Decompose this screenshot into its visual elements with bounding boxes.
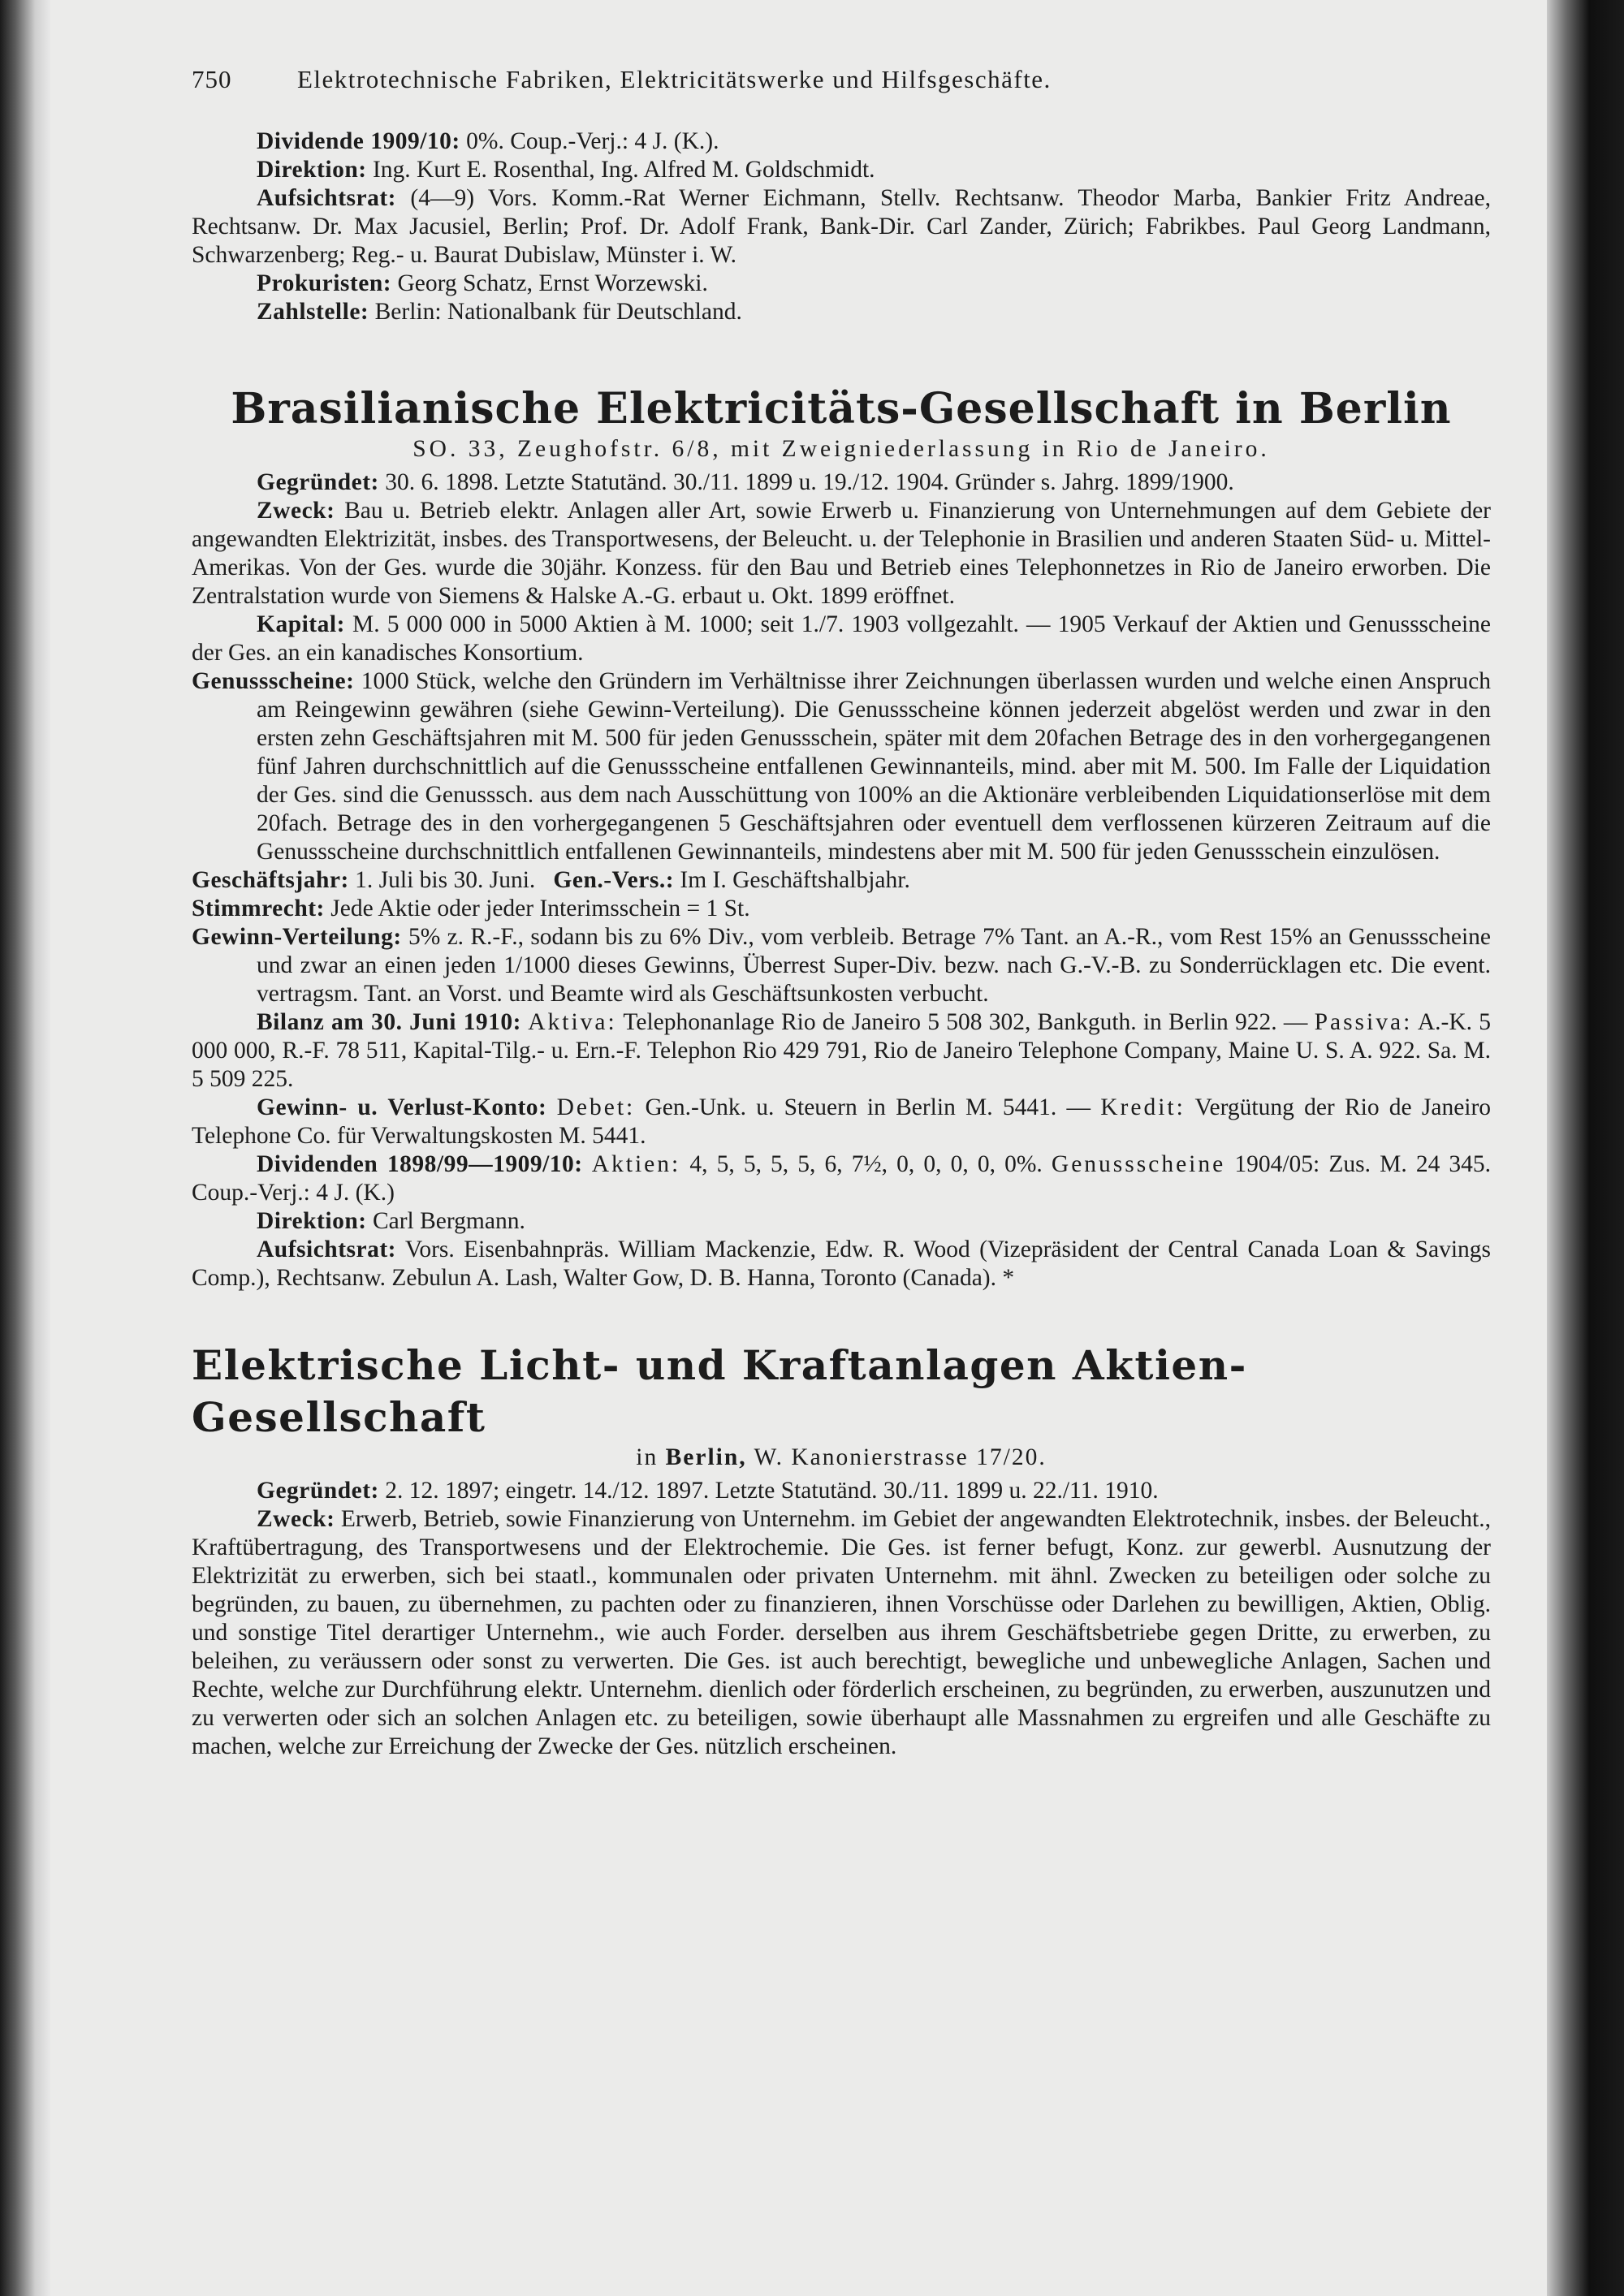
passiva-label: Passiva: <box>1314 1009 1413 1035</box>
gen-vers-text: Im I. Geschäftshalbjahr. <box>680 867 910 893</box>
direktion-text: Carl Bergmann. <box>372 1208 525 1234</box>
running-head-title: Elektrotechnische Fabriken, Elektricitätswerke und Hilfsgeschäfte. <box>297 65 1052 93</box>
zweck-text: Erwerb, Betrieb, sowie Finanzierung von Unternehm. im Gebiet der angewandten Elektrotechnik, insbes. der Beleucht., Kraftübertragung, des Transportwesens und der Elektrochemie. Die Ges. ist ferner befugt, Konz. zur gewerbl. Ausnutzung der Elektrizität zu erwerben, sich bei staatl., kommunalen oder privaten Unternehm. mit ähnl. Zwecken zu beteiligen oder solche zu begründen, zu bauen, zu übernehmen, zu pachten oder zu finanzieren, ihnen Vorschüsse oder Darlehen zu bewilligen, Aktien, Oblig. und sonstige Titel derartiger Unternehm., wie auch Forder. derselben aus ihrem Geschäftsbetriebe gegen Dritte, zu erwerben, zu beleihen, zu veräussern oder sonst zu verwerten. Die Ges. ist auch berechtigt, bewegliche und unbewegliche Anlagen, Sachen und Rechte, welche zur Durchführung elektr. Unternehm. dienlich oder förderlich erscheinen, zu begründen, zu erwerben, auszunutzen und zu verwerten oder sich an solchen Anlagen etc. zu beteiligen, sowie überhaupt alle Massnahmen zu ergreifen und alle Geschäfte zu machen, welche zur Erreichung der Zwecke der Ges. nützlich erscheinen. <box>192 1506 1491 1759</box>
aufsichtsrat-text: (4—9) Vors. Komm.-Rat Werner Eichmann, Stellv. Rechtsanw. Theodor Marba, Bankier Fritz Andreae, Rechtsanw. Dr. Max Jacusiel, Berlin; Prof. Dr. Adolf Frank, Bank-Dir. Carl Zander, Zürich; Fabrikbes. Paul Georg Landmann, Schwarzenberg; Reg.- u. Baurat Dubislaw, Münster i. W. <box>192 185 1491 268</box>
zweck-label: Zweck: <box>257 1506 335 1532</box>
company-address <box>192 1444 1491 1472</box>
gewinn-verteilung-paragraph <box>192 923 1491 1008</box>
direktion-line <box>192 156 1491 184</box>
company-heading: Brasilianische Elektricitäts-Gesellschaft in Berlin <box>231 384 1452 434</box>
zahlstelle-label: Zahlstelle: <box>257 299 369 325</box>
gegruendet-paragraph <box>192 1477 1491 1505</box>
aktien-label: Aktien: <box>591 1151 681 1177</box>
previous-company-entry <box>192 127 1491 326</box>
running-head <box>192 65 1491 93</box>
zweck-paragraph <box>192 497 1491 611</box>
aufsichtsrat-label: Aufsichtsrat: <box>257 1236 397 1262</box>
gegruendet-text: 30. 6. 1898. Letzte Statutänd. 30./11. 1899 u. 19./12. 1904. Gründer s. Jahrg. 1899/1900. <box>385 469 1234 495</box>
genussscheine-text: 1000 Stück, welche den Gründern im Verhältnisse ihrer Zeichnungen überlassen wurden und welche einen Anspruch am Reingewinn gewähren (siehe Gewinn-Verteilung). Die Genussscheine können jederzeit abgelöst werden und zwar in den ersten zehn Geschäftsjahren mit M. 500 für jeden Genussschein, später mit dem 20fachen Betrage des in den vorhergegangenen fünf Jahren durchschnittlich auf die Genussscheine entfallenen Gewinnanteils, mind. aber mit M. 500. Im Falle der Liquidation der Ges. sind die Genusssch. aus dem nach Ausschüttung von 100% an die Aktionäre verbleibenden Liquidationserlöse mit dem 20fach. Betrage des in den vorhergegangenen 5 Geschäftsjahren oder eventuell dem verflossenen kürzeren Zeitraum auf die Genussscheine durchschnittlich entfallenen Gewinnanteils, mindestens aber mit M. 500 für jeden Genussschein einzulösen. <box>257 668 1491 865</box>
company-address: SO. 33, Zeughofstr. 6/8, mit Zweigniederlassung in Rio de Janeiro. <box>412 436 1270 462</box>
dividenden-label: Dividenden 1898/99—1909/10: <box>257 1151 583 1177</box>
direktion-text: Ing. Kurt E. Rosenthal, Ing. Alfred M. Goldschmidt. <box>372 157 875 183</box>
page-content <box>192 65 1491 1761</box>
aktien-text: 4, 5, 5, 5, 5, 6, 7½, 0, 0, 0, 0, 0%. <box>689 1151 1043 1177</box>
gegruendet-paragraph <box>192 468 1491 497</box>
kapital-paragraph <box>192 611 1491 667</box>
aktiva-label: Aktiva: <box>528 1009 617 1035</box>
zahlstelle-line <box>192 298 1491 326</box>
debet-label: Debet: <box>556 1094 636 1120</box>
genussscheine-paragraph <box>192 667 1491 866</box>
zweck-paragraph <box>192 1505 1491 1761</box>
company-entry <box>192 1477 1491 1761</box>
gegruendet-text: 2. 12. 1897; eingetr. 14./12. 1897. Letzte Statutänd. 30./11. 1899 u. 22./11. 1910. <box>385 1478 1159 1504</box>
zweck-text: Bau u. Betrieb elektr. Anlagen aller Art, sowie Erwerb u. Finanzierung von Unternehmungen auf dem Gebiete der angewandten Elektrizität, insbes. des Transportwesens, der Beleucht. u. der Telephonie in Brasilien und anderen Staaten Süd- u. Mittel-Amerikas. Von der Ges. wurde die 30jähr. Konzess. für den Bau und Betrieb eines Telephonnetzes in Rio de Janeiro erworben. Die Zentralstation wurde von Siemens & Halske A.-G. erbaut u. Okt. 1899 eröffnet. <box>192 498 1491 609</box>
prokuristen-label: Prokuristen: <box>257 270 392 296</box>
stimmrecht-line <box>192 895 1491 923</box>
gewinn-verlust-paragraph <box>192 1094 1491 1150</box>
gegruendet-label: Gegründet: <box>257 469 379 495</box>
dividende-text: 0%. Coup.-Verj.: 4 J. (K.). <box>466 128 719 154</box>
stimmrecht-text: Jede Aktie oder jeder Interimsschein = 1 St. <box>330 896 750 921</box>
company-city: Berlin, <box>665 1444 747 1470</box>
debet-text: Gen.-Unk. u. Steuern in Berlin M. 5441. — <box>645 1094 1091 1120</box>
company-heading: Elektrische Licht- und Kraftanlagen Aktien-Gesellschaft <box>192 1341 1247 1441</box>
aufsichtsrat-paragraph <box>192 184 1491 270</box>
page-right-shadow-edge <box>1547 0 1624 2296</box>
direktion-label: Direktion: <box>257 1208 367 1234</box>
page-number: 750 <box>192 65 232 93</box>
geschaeftsjahr-line <box>192 866 1491 895</box>
stimmrecht-label: Stimmrecht: <box>192 896 325 921</box>
bilanz-paragraph <box>192 1008 1491 1094</box>
aufsichtsrat-text: Vors. Eisenbahnpräs. William Mackenzie, Edw. R. Wood (Vizepräsident der Central Canada Loan & Savings Comp.), Rechtsanw. Zebulun A. Lash, Walter Gow, D. B. Hanna, Toronto (Canada). * <box>192 1236 1492 1291</box>
aufsichtsrat-label: Aufsichtsrat: <box>257 185 397 211</box>
genussscheine-div-label: Genussscheine <box>1051 1151 1226 1177</box>
kredit-text: Vergütung der Rio de Janeiro Telephone Co. für Verwaltungskosten M. 5441. <box>192 1094 1492 1149</box>
dividende-label: Dividende 1909/10: <box>257 128 460 154</box>
geschaeftsjahr-text: 1. Juli bis 30. Juni. <box>355 867 536 893</box>
kredit-label: Kredit: <box>1100 1094 1186 1120</box>
zahlstelle-text: Berlin: Nationalbank für Deutschland. <box>374 299 742 325</box>
dividenden-paragraph <box>192 1150 1491 1207</box>
gen-vers-label: Gen.-Vers.: <box>553 867 675 893</box>
genussscheine-label: Genussscheine: <box>192 668 355 694</box>
gewinn-verteilung-text: 5% z. R.-F., sodann bis zu 6% Div., vom verbleib. Betrage 7% Tant. an A.-R., vom Rest 15% an Genussscheine und zwar an einen jeden 1/1000 dieses Gewinns, Überrest Super-Div. bezw. nach G.-V.-B. zu Sonderrücklagen etc. Die event. vertragsm. Tant. an Vorst. und Beamte wird als Geschäftsunkosten verbucht. <box>257 924 1492 1007</box>
zweck-label: Zweck: <box>257 498 335 524</box>
genussscheine-div-text: 1904/05: Zus. M. 24 345. Coup.-Verj.: 4 J. (K.) <box>192 1151 1492 1206</box>
gegruendet-label: Gegründet: <box>257 1478 379 1504</box>
book-binding-edge <box>0 0 50 2296</box>
address-text: W. Kanonierstrasse 17/20. <box>754 1444 1047 1470</box>
direktion-label: Direktion: <box>257 157 367 183</box>
gewinn-verlust-label: Gewinn- u. Verlust-Konto: <box>257 1094 547 1120</box>
aufsichtsrat-paragraph <box>192 1236 1491 1293</box>
gewinn-verteilung-label: Gewinn-Verteilung: <box>192 924 402 950</box>
prokuristen-text: Georg Schatz, Ernst Worzewski. <box>397 270 708 296</box>
geschaeftsjahr-label: Geschäftsjahr: <box>192 867 349 893</box>
dividende-line <box>192 127 1491 156</box>
address-prefix: in <box>636 1444 659 1470</box>
company-entry <box>192 468 1491 1293</box>
kapital-text: M. 5 000 000 in 5000 Aktien à M. 1000; seit 1./7. 1903 vollgezahlt. — 1905 Verkauf der Aktien und Genussscheine der Ges. an ein kanadisches Konsortium. <box>192 611 1492 666</box>
passiva-text: A.-K. 5 000 000, R.-F. 78 511, Kapital-Tilg.- u. Ern.-F. Telephon Rio 429 791, Rio de Janeiro Telephone Company, Maine U. S. A. 922. Sa. M. 5 509 225. <box>192 1009 1492 1092</box>
aktiva-text: Telephonanlage Rio de Janeiro 5 508 302, Bankguth. in Berlin 922. — <box>623 1009 1308 1035</box>
kapital-label: Kapital: <box>257 611 345 637</box>
prokuristen-line <box>192 270 1491 298</box>
direktion-line <box>192 1207 1491 1236</box>
bilanz-label: Bilanz am 30. Juni 1910: <box>257 1009 521 1035</box>
